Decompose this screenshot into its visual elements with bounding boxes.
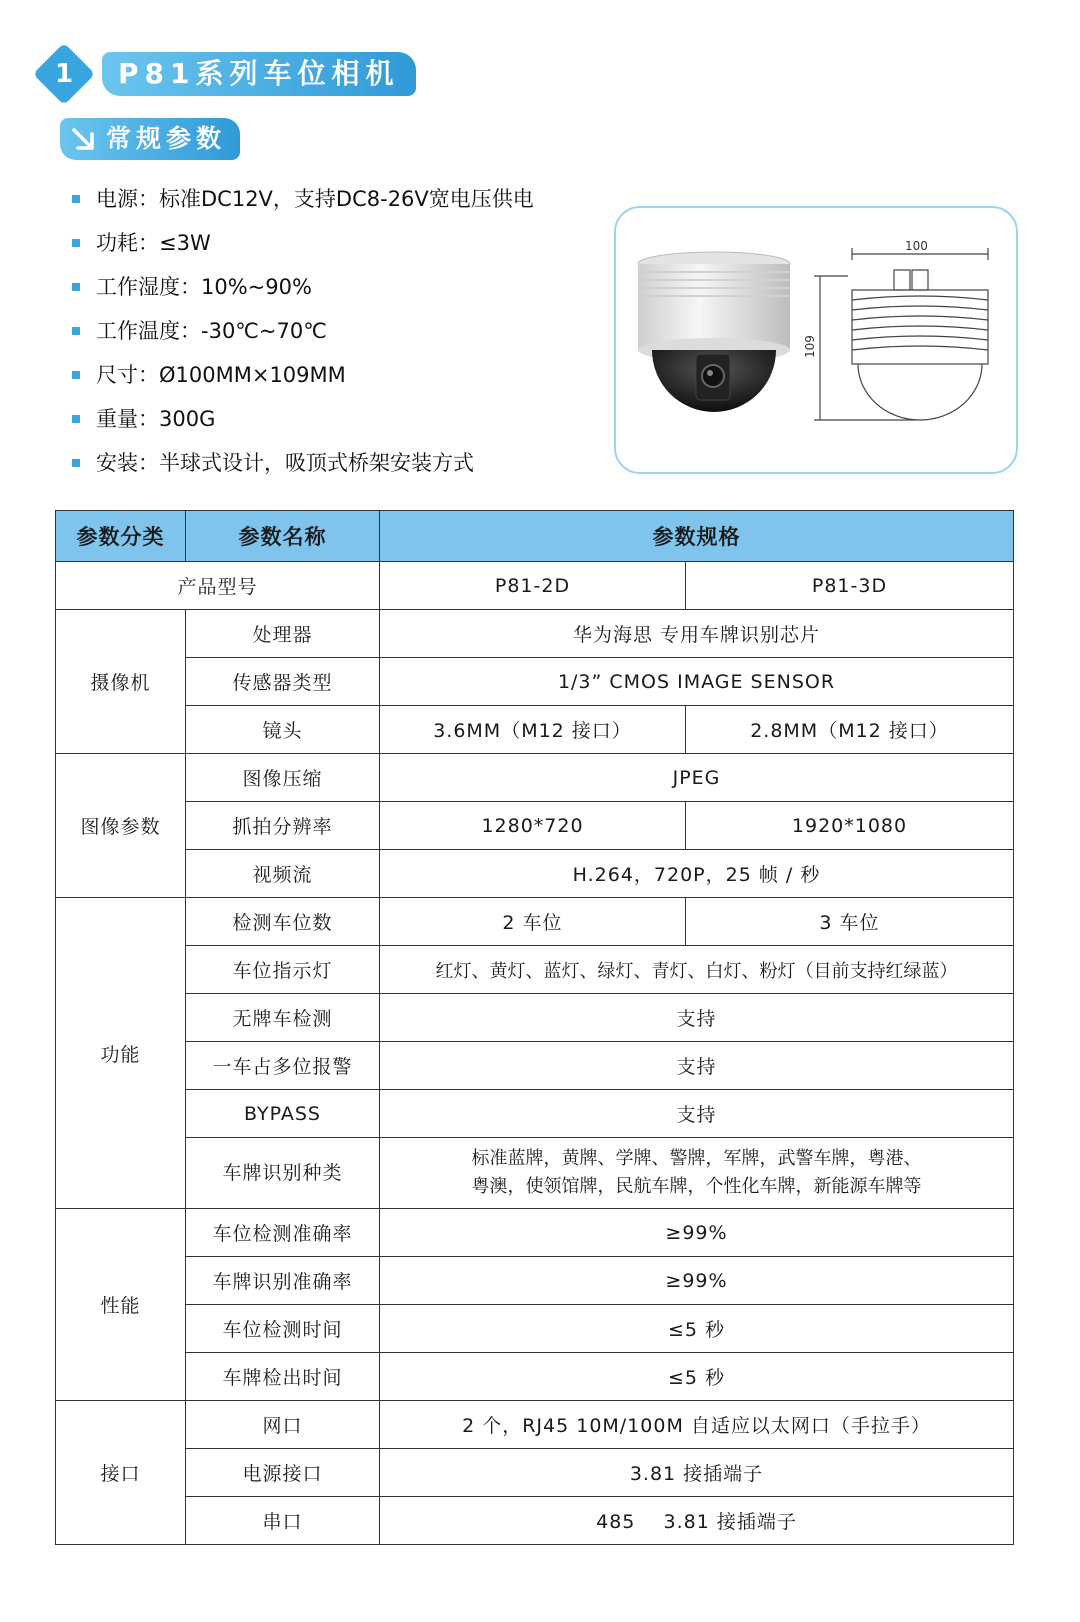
param-value: 支持 (380, 1090, 1014, 1138)
spec-list (72, 177, 534, 485)
param-value: 1/3” CMOS IMAGE SENSOR (380, 658, 1014, 706)
param-value-2d: 2 车位 (380, 898, 686, 946)
param-name: 镜头 (186, 706, 380, 754)
param-name: BYPASS (186, 1090, 380, 1138)
section-number: 1 (54, 59, 74, 89)
param-value: JPEG (380, 754, 1014, 802)
param-value-2d: 1280*720 (380, 802, 686, 850)
table-row (56, 1497, 1014, 1545)
table-row (56, 898, 1014, 946)
header-name: 参数名称 (186, 511, 380, 562)
spec-item: 重量：300G (72, 397, 534, 441)
param-name: 串口 (186, 1497, 380, 1545)
category-image: 图像参数 (56, 754, 186, 898)
category-performance: 性能 (56, 1209, 186, 1401)
spec-item: 功耗：≤3W (72, 221, 534, 265)
param-value: 支持 (380, 1042, 1014, 1090)
model-2d: P81-2D (380, 562, 686, 610)
dimension-width-label: 100 (905, 239, 928, 253)
product-image-box (614, 206, 1018, 474)
table-header-row (56, 511, 1014, 562)
param-name: 车位指示灯 (186, 946, 380, 994)
param-value-3d: 1920*1080 (686, 802, 1014, 850)
table-row (56, 706, 1014, 754)
plates-line-2: 粤澳，使领馆牌，民航车牌，个性化车牌，新能源车牌等 (471, 1176, 922, 1197)
param-value (380, 1138, 1014, 1209)
subsection-label: 常规参数 (106, 124, 227, 153)
table-row (56, 610, 1014, 658)
param-value: ≤5 秒 (380, 1305, 1014, 1353)
table-row (56, 1305, 1014, 1353)
param-value: 3.81 接插端子 (380, 1449, 1014, 1497)
bullet-icon (72, 327, 80, 335)
model-label: 产品型号 (56, 562, 380, 610)
param-name: 传感器类型 (186, 658, 380, 706)
param-value-3d: 2.8MM（M12 接口） (686, 706, 1014, 754)
table-row (56, 658, 1014, 706)
param-name: 车牌识别准确率 (186, 1257, 380, 1305)
header-spec: 参数规格 (380, 511, 1014, 562)
spec-item: 工作温度：-30℃~70℃ (72, 309, 534, 353)
param-name: 网口 (186, 1401, 380, 1449)
param-value: 红灯、黄灯、蓝灯、绿灯、青灯、白灯、粉灯（目前支持红绿蓝） (380, 946, 1014, 994)
param-name: 电源接口 (186, 1449, 380, 1497)
spec-item: 尺寸：Ø100MM×109MM (72, 353, 534, 397)
product-illustration (616, 208, 1016, 472)
table-row (56, 850, 1014, 898)
param-value: 支持 (380, 994, 1014, 1042)
param-name: 视频流 (186, 850, 380, 898)
table-row (56, 946, 1014, 994)
table-row (56, 1042, 1014, 1090)
subsection-title (60, 118, 240, 160)
param-value-2d: 3.6MM（M12 接口） (380, 706, 686, 754)
header-category: 参数分类 (56, 511, 186, 562)
bullet-icon (72, 195, 80, 203)
param-value: 2 个，RJ45 10M/100M 自适应以太网口（手拉手） (380, 1401, 1014, 1449)
spec-item: 电源：标准DC12V，支持DC8-26V宽电压供电 (72, 177, 534, 221)
param-value: 485 3.81 接插端子 (380, 1497, 1014, 1545)
category-function: 功能 (56, 898, 186, 1209)
table-row (56, 802, 1014, 850)
param-value-3d: 3 车位 (686, 898, 1014, 946)
dimension-drawing (814, 248, 988, 420)
plates-line-1: 标准蓝牌，黄牌、学牌、警牌，军牌，武警车牌，粤港、 (471, 1148, 922, 1169)
param-name: 检测车位数 (186, 898, 380, 946)
category-camera: 摄像机 (56, 610, 186, 754)
param-value: ≤5 秒 (380, 1353, 1014, 1401)
table-row (56, 1257, 1014, 1305)
table-row (56, 754, 1014, 802)
bullet-icon (72, 371, 80, 379)
model-3d: P81-3D (686, 562, 1014, 610)
table-row (56, 994, 1014, 1042)
table-row (56, 1401, 1014, 1449)
parameter-table (55, 510, 1014, 1545)
page-title: P81系列车位相机 (102, 52, 416, 96)
param-name: 车位检测时间 (186, 1305, 380, 1353)
section-title (38, 48, 418, 100)
table-row (56, 1209, 1014, 1257)
param-name: 处理器 (186, 610, 380, 658)
param-name: 抓拍分辨率 (186, 802, 380, 850)
spec-item: 工作湿度：10%~90% (72, 265, 534, 309)
param-name: 一车占多位报警 (186, 1042, 380, 1090)
param-value: 华为海思 专用车牌识别芯片 (380, 610, 1014, 658)
spec-item: 安装：半球式设计，吸顶式桥架安装方式 (72, 441, 534, 485)
bullet-icon (72, 459, 80, 467)
arrow-down-right-icon (70, 126, 96, 152)
bullet-icon (72, 283, 80, 291)
table-row (56, 1449, 1014, 1497)
param-name: 车牌检出时间 (186, 1353, 380, 1401)
table-row (56, 1353, 1014, 1401)
bullet-icon (72, 415, 80, 423)
bullet-icon (72, 239, 80, 247)
param-name: 车位检测准确率 (186, 1209, 380, 1257)
table-row (56, 1090, 1014, 1138)
param-name: 无牌车检测 (186, 994, 380, 1042)
param-value: H.264，720P，25 帧 / 秒 (380, 850, 1014, 898)
table-row (56, 1138, 1014, 1209)
param-value: ≥99% (380, 1209, 1014, 1257)
param-value: ≥99% (380, 1257, 1014, 1305)
category-interface: 接口 (56, 1401, 186, 1545)
table-row (56, 562, 1014, 610)
dimension-height-label: 109 (803, 335, 817, 358)
param-name: 车牌识别种类 (186, 1138, 380, 1209)
camera-photo (638, 252, 790, 412)
param-name: 图像压缩 (186, 754, 380, 802)
